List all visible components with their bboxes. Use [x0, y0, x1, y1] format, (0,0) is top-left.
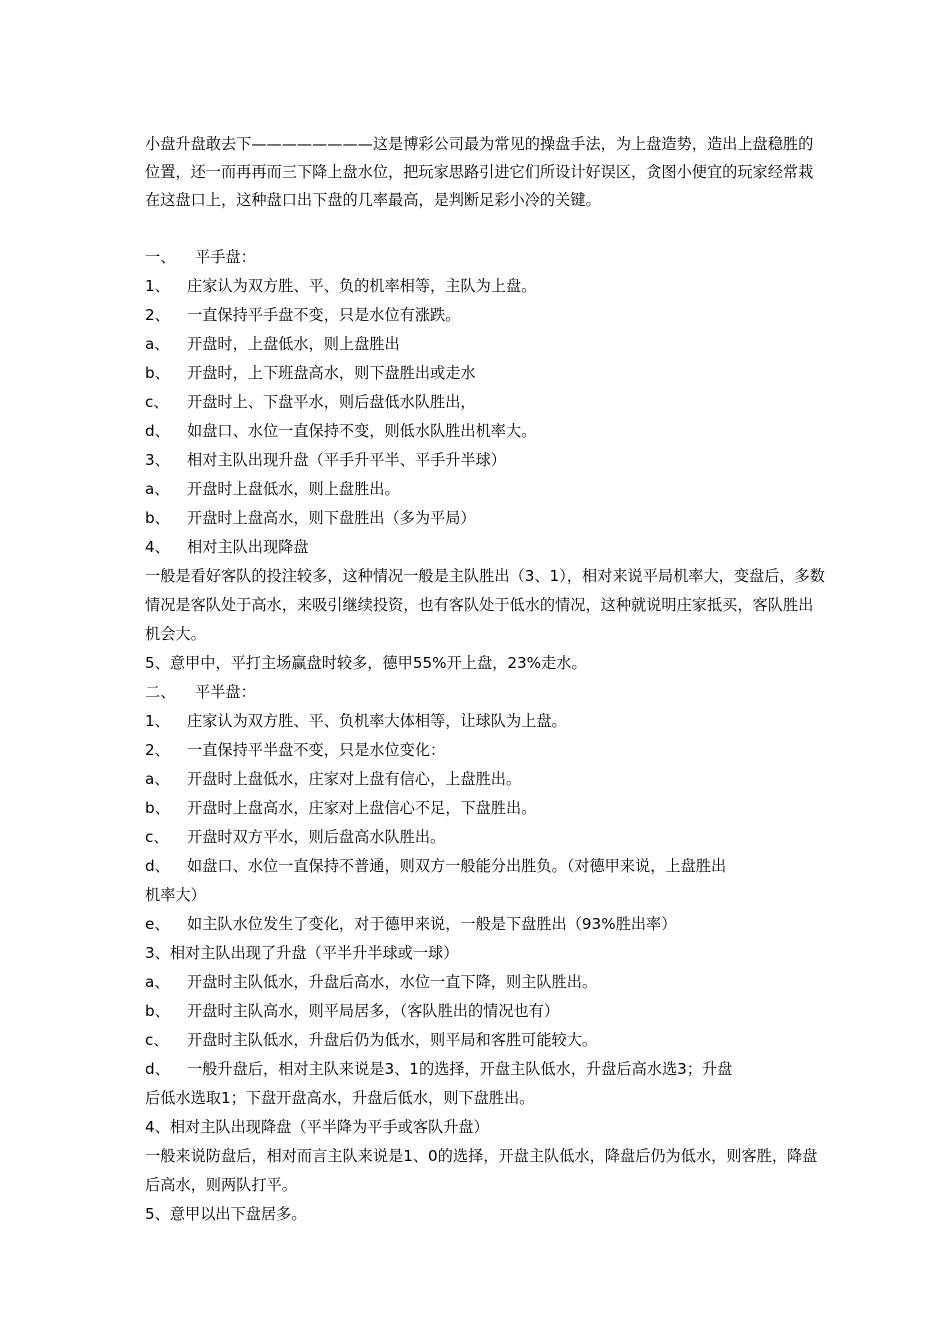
item-text: 开盘时上盘高水，则下盘胜出（多为平局）	[187, 509, 476, 527]
item-label: d、	[145, 857, 170, 875]
list-item	[145, 504, 825, 533]
item-text: 开盘时上盘高水，庄家对上盘信心不足，下盘胜出。	[187, 799, 537, 817]
list-item	[145, 736, 825, 765]
item-label: 3、	[145, 451, 170, 469]
list-item	[145, 446, 825, 475]
list-item	[145, 1084, 825, 1113]
document-body	[145, 130, 825, 1229]
item-text: 开盘时主队低水，升盘后高水，水位一直下降，则主队胜出。	[187, 973, 598, 991]
item-text: 一直保持平手盘不变，只是水位有涨跌。	[187, 306, 461, 324]
item-text: 一般升盘后，相对主队来说是3、1的选择，开盘主队低水，升盘后高水选3；升盘	[187, 1060, 733, 1078]
list-item	[145, 649, 825, 678]
item-label: d、	[145, 1060, 170, 1078]
item-label: c、	[145, 828, 169, 846]
item-label: 4、	[145, 538, 170, 556]
list-item	[145, 707, 825, 736]
item-label: b、	[145, 364, 170, 382]
list-item	[145, 533, 825, 562]
list-item	[145, 939, 825, 968]
item-label: 2、	[145, 741, 170, 759]
item-text: 一般来说防盘后，相对而言主队来说是1、0的选择，开盘主队低水，降盘后仍为低水，则客胜，降盘后高水，则两队打平。	[145, 1147, 818, 1194]
item-text: 相对主队出现升盘（平手升平半、平手升半球）	[187, 451, 506, 469]
item-text: 一直保持平半盘不变，只是水位变化：	[187, 741, 446, 759]
list-item	[145, 881, 825, 910]
item-text: 平手盘：	[195, 248, 256, 266]
item-text: 平半盘：	[195, 683, 256, 701]
list-item	[145, 301, 825, 330]
item-text: 5、意甲中，平打主场赢盘时较多，德甲55%开上盘，23%走水。	[145, 654, 587, 672]
item-label: a、	[145, 335, 170, 353]
item-label: 1、	[145, 712, 170, 730]
list-item	[145, 968, 825, 997]
item-text: 开盘时主队低水，升盘后仍为低水，则平局和客胜可能较大。	[187, 1031, 598, 1049]
item-text: 一般是看好客队的投注较多，这种情况一般是主队胜出（3、1），相对来说平局机率大，变盘后，多数情况是客队处于高水，来吸引继续投资，也有客队处于低水的情况，这种就说明庄家抵买，客队胜出机会大。	[145, 567, 825, 643]
list-item	[145, 823, 825, 852]
item-label: c、	[145, 1031, 169, 1049]
list-item	[145, 852, 825, 881]
item-label: b、	[145, 799, 170, 817]
item-text: 如盘口、水位一直保持不变，则低水队胜出机率大。	[187, 422, 537, 440]
list-item	[145, 910, 825, 939]
item-label: 二、	[145, 683, 176, 701]
item-label: b、	[145, 1002, 170, 1020]
item-label: a、	[145, 480, 170, 498]
list-item	[145, 1026, 825, 1055]
item-label: a、	[145, 973, 170, 991]
list-item	[145, 1055, 825, 1084]
list-item	[145, 475, 825, 504]
item-label: a、	[145, 770, 170, 788]
list-item	[145, 359, 825, 388]
section-heading	[145, 243, 825, 272]
item-label: c、	[145, 393, 169, 411]
list-item	[145, 997, 825, 1026]
item-label: 1、	[145, 277, 170, 295]
item-text: 开盘时双方平水，则后盘高水队胜出。	[187, 828, 446, 846]
item-text: 如盘口、水位一直保持不普通，则双方一般能分出胜负。（对德甲来说，上盘胜出	[187, 857, 727, 875]
list-item	[145, 330, 825, 359]
list-item	[145, 765, 825, 794]
item-text: 3、相对主队出现了升盘（平半升半球或一球）	[145, 944, 459, 962]
document-lines	[145, 243, 825, 1229]
item-text: 后低水选取1；下盘开盘高水，升盘后低水，则下盘胜出。	[145, 1089, 535, 1107]
item-text: 如主队水位发生了变化，对于德甲来说，一般是下盘胜出（93%胜出率）	[187, 915, 677, 933]
section-heading	[145, 678, 825, 707]
list-item	[145, 1113, 825, 1142]
item-text: 机率大）	[145, 886, 206, 904]
item-text: 开盘时主队高水，则平局居多，（客队胜出的情况也有）	[187, 1002, 560, 1020]
item-label: 2、	[145, 306, 170, 324]
list-item	[145, 272, 825, 301]
item-text: 5、意甲以出下盘居多。	[145, 1205, 307, 1223]
paragraph	[145, 562, 825, 649]
item-text: 开盘时，上下班盘高水，则下盘胜出或走水	[187, 364, 476, 382]
item-text: 开盘时，上盘低水，则上盘胜出	[187, 335, 400, 353]
item-text: 庄家认为双方胜、平、负的机率相等，主队为上盘。	[187, 277, 537, 295]
item-text: 相对主队出现降盘	[187, 538, 309, 556]
item-text: 开盘时上、下盘平水，则后盘低水队胜出，	[187, 393, 476, 411]
intro-paragraph: 小盘升盘敢去下————————这是博彩公司最为常见的操盘手法，为上盘造势，造出上盘稳胜的位置，还一而再再而三下降上盘水位，把玩家思路引进它们所设计好误区，贪图小便宜的玩家经常栽在这盘口上，这种盘口出下盘的几率最高，是判断足彩小冷的关键。	[145, 135, 814, 209]
item-label: b、	[145, 509, 170, 527]
item-label: e、	[145, 915, 170, 933]
list-item	[145, 794, 825, 823]
item-text: 开盘时上盘低水，则上盘胜出。	[187, 480, 400, 498]
item-label: d、	[145, 422, 170, 440]
list-item	[145, 1200, 825, 1229]
item-text: 庄家认为双方胜、平、负机率大体相等，让球队为上盘。	[187, 712, 567, 730]
item-label: 一、	[145, 248, 176, 266]
item-text: 4、相对主队出现降盘（平半降为平手或客队升盘）	[145, 1118, 489, 1136]
list-item	[145, 417, 825, 446]
paragraph	[145, 1142, 825, 1200]
list-item	[145, 388, 825, 417]
item-text: 开盘时上盘低水，庄家对上盘有信心，上盘胜出。	[187, 770, 522, 788]
